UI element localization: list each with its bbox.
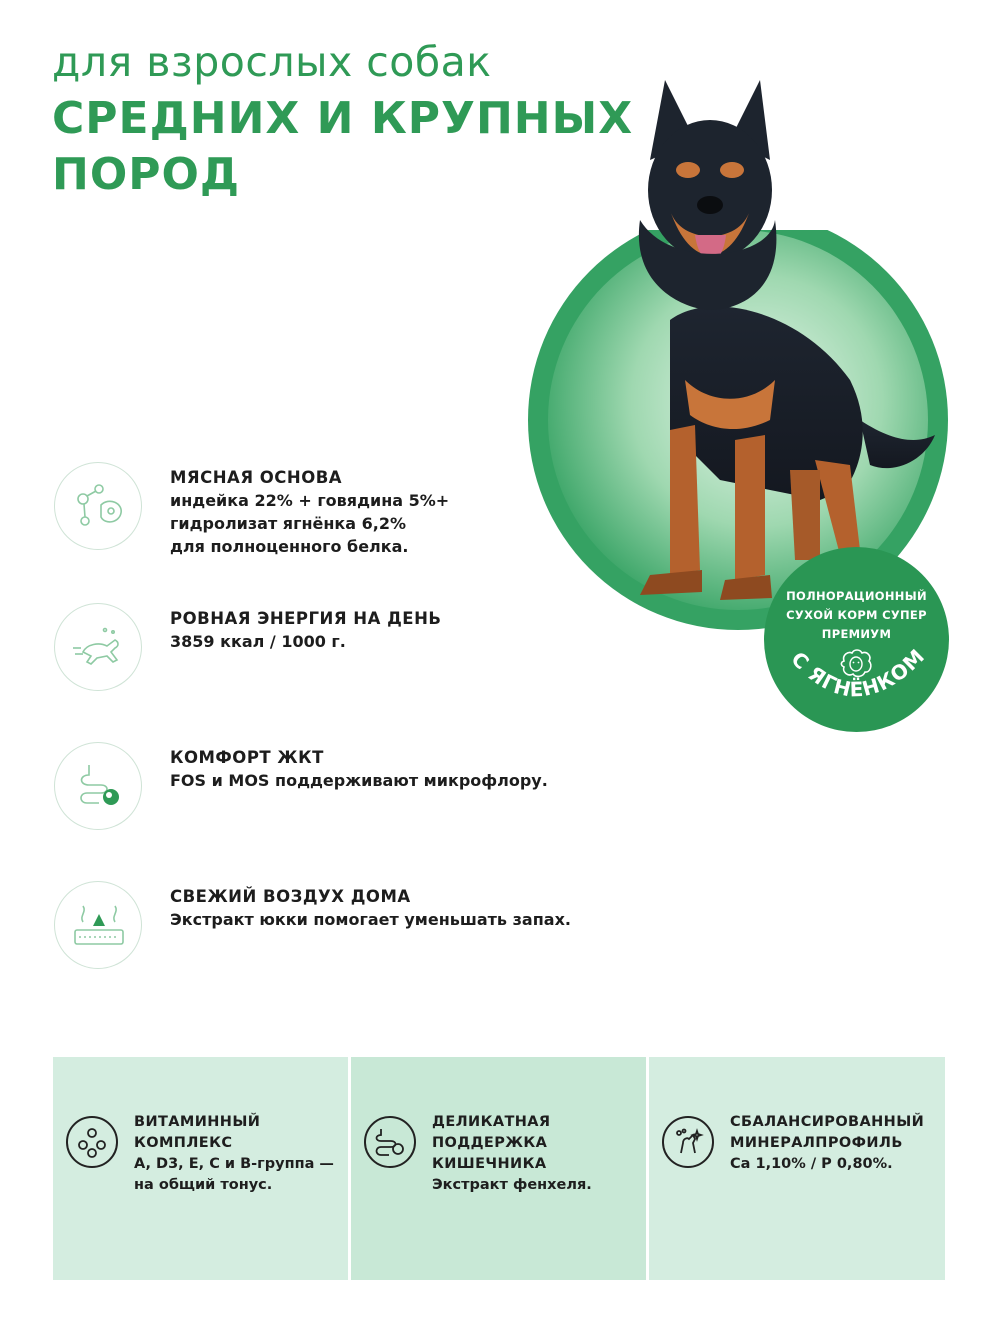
panel-title: КОМПЛЕКС <box>134 1135 233 1151</box>
panel-title: СБАЛАНСИРОВАННЫЙ <box>730 1114 925 1130</box>
feature-fresh-air <box>54 881 614 973</box>
feature-title: СВЕЖИЙ ВОЗДУХ ДОМА <box>170 887 411 906</box>
dog-head-icon <box>610 70 810 310</box>
panel-intestine <box>351 1057 646 1280</box>
feature-icon-wrap <box>54 462 142 550</box>
feature-digestion <box>54 742 614 834</box>
feature-icon-wrap <box>54 742 142 830</box>
title-line-1: для взрослых собак <box>52 38 492 86</box>
panel-icon-wrap <box>364 1116 416 1168</box>
badge-arc-text <box>764 547 949 732</box>
feature-title: РОВНАЯ ЭНЕРГИЯ НА ДЕНЬ <box>170 609 442 628</box>
badge-arc-label: С ЯГНЁНКОМ <box>786 643 930 702</box>
panel-title: ВИТАМИННЫЙ <box>134 1114 261 1130</box>
feature-energy <box>54 603 614 695</box>
digestion-icon <box>69 757 129 817</box>
feature-line: гидролизат ягнёнка 6,2% <box>170 514 406 533</box>
title-line-3: ПОРОД <box>52 149 241 200</box>
panel-title: ДЕЛИКАТНАЯ ПОДДЕРЖКА <box>432 1114 551 1151</box>
product-badge <box>764 547 949 732</box>
page-title <box>52 38 634 200</box>
fresh-air-icon <box>69 896 129 956</box>
panel-icon-wrap <box>66 1116 118 1168</box>
panel-minerals <box>649 1057 945 1280</box>
feature-line: Экстракт юкки помогает уменьшать запах. <box>170 910 571 929</box>
dog-minerals-icon <box>671 1125 705 1159</box>
feature-title: МЯСНАЯ ОСНОВА <box>170 468 343 487</box>
panel-line: Экстракт фенхеля. <box>432 1177 592 1193</box>
intestine-icon <box>373 1125 407 1159</box>
meat-molecule-icon <box>69 477 129 537</box>
panel-title: КИШЕЧНИКА <box>432 1156 547 1172</box>
vitamins-icon <box>75 1125 109 1159</box>
feature-line: индейка 22% + говядина 5%+ <box>170 491 450 510</box>
title-line-2: СРЕДНИХ И КРУПНЫХ <box>52 93 634 144</box>
panel-icon-wrap <box>662 1116 714 1168</box>
running-dog-icon <box>69 618 129 678</box>
panel-line: на общий тонус. <box>134 1177 273 1193</box>
badge-line-2: СУХОЙ КОРМ СУПЕР <box>786 608 927 622</box>
benefit-panels <box>53 1057 945 1280</box>
feature-meat <box>54 462 614 554</box>
panel-line: Ca 1,10% / P 0,80%. <box>730 1156 893 1172</box>
badge-line-3: ПРЕМИУМ <box>821 627 892 641</box>
svg-text:С ЯГНЁНКОМ <box>786 644 929 702</box>
feature-icon-wrap <box>54 603 142 691</box>
feature-line: FOS и MOS поддерживают микрофлору. <box>170 771 548 790</box>
badge-line-1: ПОЛНОРАЦИОННЫЙ <box>786 589 927 603</box>
feature-line: 3859 ккал / 1000 г. <box>170 632 346 651</box>
panel-vitamins <box>53 1057 348 1280</box>
feature-title: КОМФОРТ ЖКТ <box>170 748 324 767</box>
panel-title: МИНЕРАЛПРОФИЛЬ <box>730 1135 903 1151</box>
feature-line: для полноценного белка. <box>170 537 409 556</box>
panel-line: A, D3, E, C и B-группа — <box>134 1156 334 1172</box>
feature-icon-wrap <box>54 881 142 969</box>
